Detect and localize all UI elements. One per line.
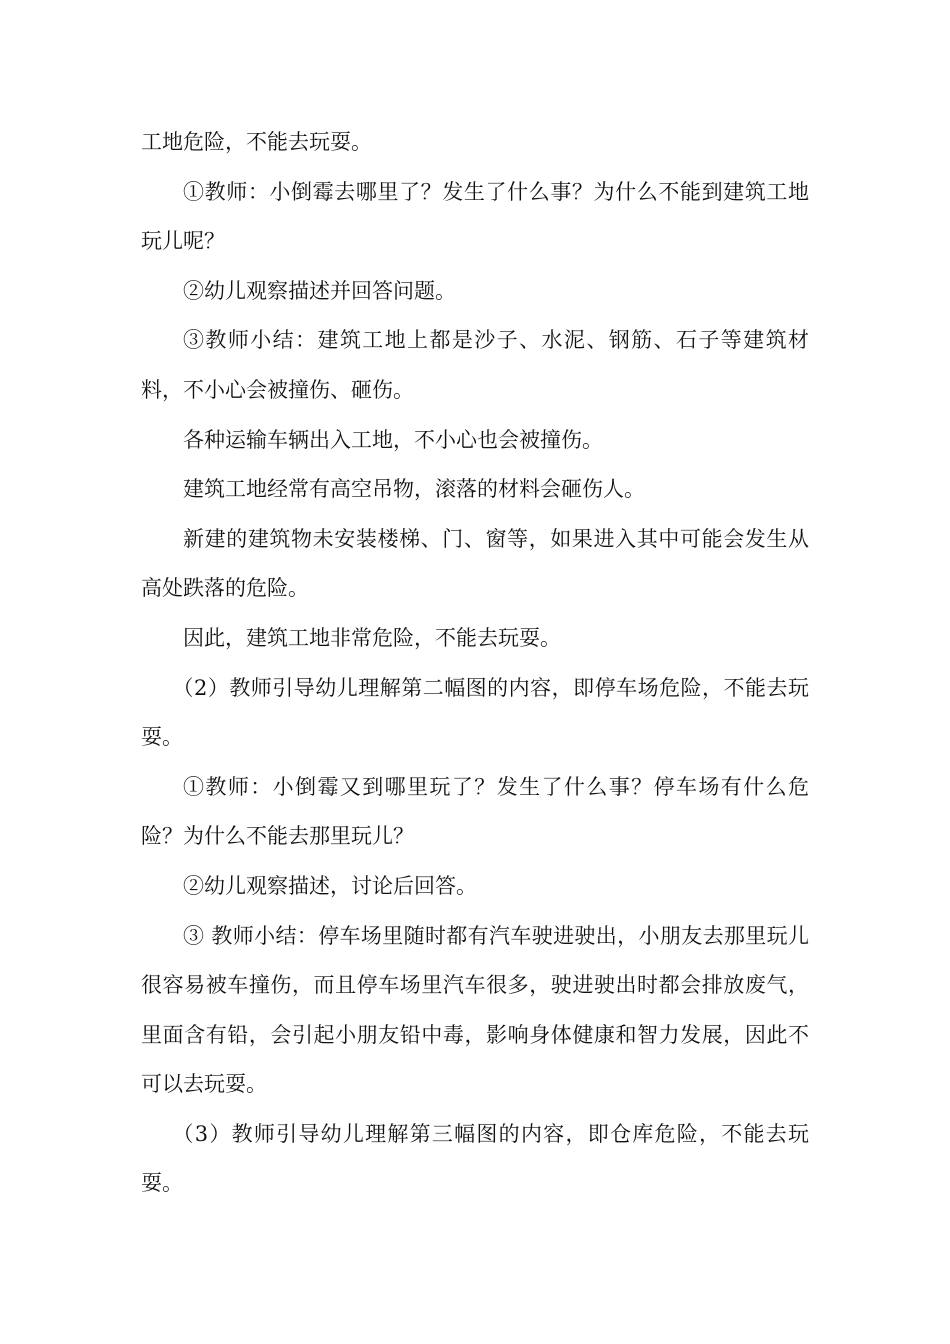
paragraph-transport-vehicles: 各种运输车辆出入工地，不小心也会被撞伤。 [183, 427, 603, 452]
paragraph-teacher-question-2: ①教师：小倒霉又到哪里玩了？发生了什么事？停车场有什么危险？为什么不能去那里玩儿？ [141, 774, 809, 849]
paragraph-children-observe-2: ②幼儿观察描述，讨论后回答。 [183, 873, 477, 898]
document-body [141, 118, 809, 1209]
paragraph-construction-site-danger-continued: 工地危险，不能去玩耍。 [141, 130, 372, 154]
paragraph-section-2-heading: （2）教师引导幼儿理解第二幅图的内容，即停车场危险，不能去玩耍。 [141, 675, 809, 750]
paragraph-teacher-question-1: ①教师：小倒霉去哪里了？发生了什么事？为什么不能到建筑工地玩儿呢？ [141, 179, 809, 254]
paragraph-new-buildings: 新建的建筑物未安装楼梯、门、窗等，如果进入其中可能会发生从高处跌落的危险。 [141, 526, 809, 601]
paragraph-children-observe-1: ②幼儿观察描述并回答问题。 [183, 278, 456, 303]
paragraph-teacher-summary-2: ③ 教师小结：停车场里随时都有汽车驶进驶出，小朋友去那里玩儿很容易被车撞伤，而且停车场里汽车很多，驶进驶出时都会排放废气，里面含有铅，会引起小朋友铅中毒，影响身体健康和智力发展，因此不可以去玩耍。 [141, 923, 809, 1097]
paragraph-teacher-summary-1: ③教师小结：建筑工地上都是沙子、水泥、钢筋、石子等建筑材料，不小心会被撞伤、砸伤。 [141, 328, 809, 402]
paragraph-section-3-heading: （3）教师引导幼儿理解第三幅图的内容，即仓库危险，不能去玩耍。 [141, 1121, 809, 1196]
paragraph-hanging-objects: 建筑工地经常有高空吊物，滚落的材料会砸伤人。 [183, 477, 645, 502]
paragraph-conclusion-1: 因此，建筑工地非常危险，不能去玩耍。 [183, 625, 561, 650]
